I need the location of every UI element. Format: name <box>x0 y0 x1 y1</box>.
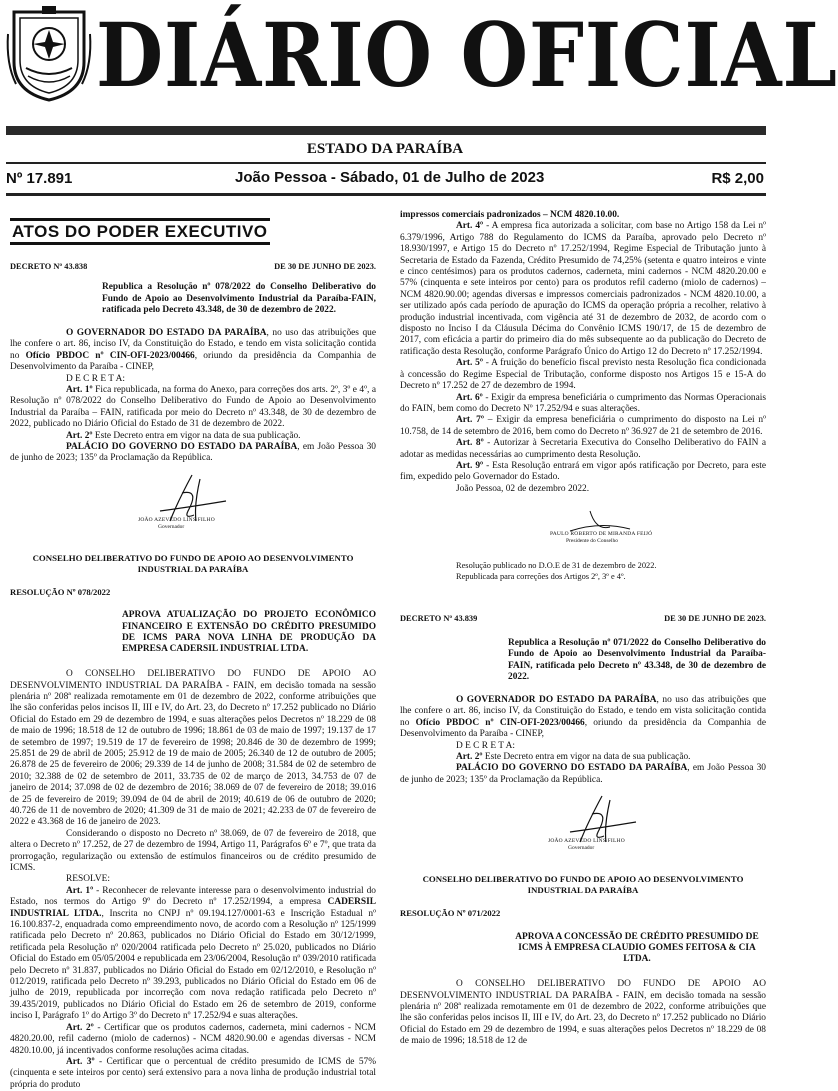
place-date: João Pessoa, 02 de dezembro 2022. <box>456 483 590 494</box>
issue-price: R$ 2,00 <box>711 170 764 187</box>
masthead-rule <box>6 126 766 135</box>
considerando: O CONSELHO DELIBERATIVO DO FUNDO DE APOIO AO DESENVOLVIMENTO INDUSTRIAL DA PARAÍBA - FAIN, em decisão tomada na sessão plenária nº 208ª realizada remotamente em 01 de dezembro de 2022, conforme atribuições que lhe são conferidas pelos incisos II, III e IV, do Art. 23, do Decreto nº 17.252 publicado no Diário Oficial do Estado em 29 de dezembro de 1994, e suas alterações pelos Decretos nº 18.229 de 08 de maio de 1996; 18.518 de 12 de <box>400 979 766 1047</box>
decree-header <box>400 613 766 624</box>
publication-note: Resolução publicado no D.O.E de 31 de dezembro de 2022. <box>456 561 657 571</box>
council-heading: CONSELHO DELIBERATIVO DO FUNDO DE APOIO AO DESENVOLVIMENTO INDUSTRIAL DA PARAÍBA <box>422 874 744 896</box>
newspaper-title: DIÁRIO OFICIAL <box>96 3 838 107</box>
decree-ementa: Republica a Resolução nº 071/2022 do Conselho Deliberativo do Fundo de Apoio ao Desenvolvimento Industrial da Paraíba-FAIN, ratificada pelo Decreto nº 43.348, de 30 de dezembro de 2022. <box>508 638 766 682</box>
paraiba-coat-of-arms-icon <box>4 4 94 102</box>
article: Art. 2º Este Decreto entra em vigor na data de sua publicação. <box>456 752 691 762</box>
divider <box>6 193 766 196</box>
decree-date: DE 30 DE JUNHO DE 2023. <box>274 262 376 271</box>
article: Art. 9º - Esta Resolução entrará em vigor após ratificação por Decreto, para este fim, expedido pelo Governador do Estado. <box>400 460 766 483</box>
governor-paragraph: O GOVERNADOR DO ESTADO DA PARAÍBA, no uso das atribuições que lhe confere o art. 86, inciso IV, da Constituição do Estado, e tendo em vista solicitação contida no Ofício PBDOC nº CIN-OFI-2023/00466, oriundo da presidência da Companhia de Desenvolvimento da Paraíba - CINEP, <box>400 694 766 740</box>
decreta: D E C R E T A: <box>456 740 516 751</box>
article: Art. 2º - Certificar que os produtos cadernos, caderneta, mini cadernos - NCM 4820.20.00, refil caderno (miolo de cadernos) - NCM 4820.90.00 e agendas diversas - NCM 4820.10.00, já incentivados conforme resoluções acima citadas. <box>10 1022 376 1056</box>
divider <box>6 162 766 164</box>
decree-number: DECRETO Nº 43.838 <box>10 262 88 271</box>
issue-dateline: João Pessoa - Sábado, 01 de Julho de 2023 <box>235 169 545 186</box>
article: Art. 6º - Exigir da empresa beneficiária o cumprimento das Normas Operacionais do FAIN, bem como do Decreto Nº 17.252/94 e suas alterações. <box>400 392 767 414</box>
palacio-paragraph: PALÁCIO DO GOVERNO DO ESTADO DA PARAÍBA, em João Pessoa 30 de junho de 2023; 135º da Proclamação da República. <box>400 763 766 785</box>
governor-signature: JOÃO AZEVÊDO LINS FILHO Governador <box>10 471 376 543</box>
decree-number: DECRETO Nº 43.839 <box>400 613 478 623</box>
decreta: D E C R E T A: <box>66 373 126 384</box>
council-heading: CONSELHO DELIBERATIVO DO FUNDO DE APOIO AO DESENVOLVIMENTO INDUSTRIAL DA PARAÍBA <box>32 552 354 574</box>
article: Art. 4º - A empresa fica autorizada a solicitar, com base no Artigo 158 da Lei nº 6.379/1996, Artigo 788 do Regulamento do ICMS da Paraíba, aprovado pelo Decreto nº 18.930/1997, e Artigo 15 do Decreto nº 17.252/1994, Regime Especial de Tributação junto à Secretaria de Estado da Fazenda, Crédito Presumido de 74,25% (setenta e quatro inteiros e vinte e cinco centésimos) para os produtos cadernos, caderneta, mini cadernos - NCM 4820.20.00 e 57% (cinquenta e sete inteiros por cento) para os produtos refil caderno (miolo de cadernos) – NCM 4820.90.00; agendas diversas e impressos comerciais padronizados - NCM 4820.10.00, a ser utilizado após cada período de apuração do ICMS da operação própria a recolher, relativo à produção industrial incentivada, com vigência até 31 de dezembro de 2032, de acordo com o disposto no Inciso I da Cláusula Décima do Convênio ICMS 190/17, de 15 de dezembro de 2017, com eficácia a partir do primeiro dia do mês subsequente ao da publicação do Decreto de ratificação desta Resolução, conforme Parágrafo Único do Artigo 12 do Decreto nº 17.252/1994. <box>400 221 766 357</box>
article: Art. 1º Fica republicada, na forma do Anexo, para correções dos arts. 2º, 3º e 4º, a Resolução nº 078/2022 do Conselho Deliberativo do Fundo de Apoio ao Desenvolvimento Industrial da Paraíba – FAIN, ratificada por meio do Decreto nº 43.348, de 30 de dezembro de 2022, publicado no Diário Oficial do Estado de 31 de dezembro de 2022. <box>10 385 376 430</box>
resolution-number: RESOLUÇÃO Nº 078/2022 <box>10 586 111 597</box>
section-title: ATOS DO PODER EXECUTIVO <box>10 218 270 245</box>
considerando: Considerando o disposto no Decreto nº 38.069, de 07 de fevereiro de 2018, que altera o Decreto nº 17.252, de 27 de dezembro de 1994, Artigo 11, Parágrafos 6º e 7º, que trata da prorrogação, regularização ou extensão de estímulos financeiros ou de crédito presumido de ICMS. <box>10 828 376 874</box>
article: Art. 2º Este Decreto entra em vigor na data de sua publicação. <box>66 430 301 441</box>
issue-number: Nº 17.891 <box>6 170 73 187</box>
governor-paragraph: O GOVERNADOR DO ESTADO DA PARAÍBA, no uso das atribuições que lhe confere o art. 86, inciso IV, da Constituição do Estado, e tendo em vista solicitação contida no Ofício PBDOC nº CIN-OFI-2023/00466, oriundo da presidência da Companhia de Desenvolvimento da Paraíba - CINEP, <box>10 328 376 373</box>
president-signature: PAULO ROBERTO DE MIRANDA FEIJÓ Presidente do Conselho <box>400 501 766 551</box>
decree-date: DE 30 DE JUNHO DE 2023. <box>664 613 766 623</box>
masthead <box>0 0 838 196</box>
continuation: impressos comerciais padronizados – NCM 4820.10.00. <box>400 210 620 220</box>
resolution-ementa: APROVA ATUALIZAÇÃO DO PROJETO ECONÔMICO FINANCEIRO E EXTENSÃO DO CRÉDITO PRESUMIDO DE ICMS PARA NOVA LINHA DE PRODUÇÃO DA EMPRESA CADERSIL INDUSTRIAL LTDA. <box>122 610 376 654</box>
article: Art. 7º – Exigir da empresa beneficiária o cumprimento do disposto na Lei nº 10.758, de 14 de setembro de 2016, bem como do Decreto nº 36.927 de 21 de setembro de 2016. <box>400 415 766 437</box>
resolution-number: RESOLUÇÃO Nº 071/2022 <box>400 908 501 919</box>
article: Art. 3º - Certificar que o percentual de crédito presumido de ICMS de 57% (cinquenta e sete inteiros por cento) será extensivo para a nova linha de produção industrial total própria do produto <box>10 1056 377 1090</box>
resolve: RESOLVE: <box>66 874 110 885</box>
publication-note: Republicada para correções dos Artigos 2º, 3º e 4º. <box>456 571 626 581</box>
article: Art. 1º - Reconhecer de relevante interesse para o desenvolvimento industrial do Estado, nos termos do Artigo 9º do Decreto nº 17.252/1994, a empresa CADERSIL INDUSTRIAL LTDA., Inscrita no CNPJ nº 09.194.127/0001-63 e Inscrição Estadual nº 16.100.837-2, enquadrada como empreendimento novo, de acordo com a Resolução nº 125/1999 ratificada pelo Decreto nº 20.863, publicados no Diário Oficial do Estado em 30/12/1999, retificada pela Resolução nº 020/2004 ratificada pelo Decreto nº 25.020, publicados no Diário Oficial do Estado em 05/05/2004 e republicada em 23/06/2004, Resolução nº 039/2010 ratificada pelo Decreto nº 31.837, publicados no Diário Oficial do Estado em 02/12/2010, e Resolução nº 012/2019, ratificada pelo Decreto nº 39.293, publicados no Diário Oficial do Estado em 06 de julho de 2019, republicada por incorreção com nova redação ratificada pelo Decreto nº 39.435/2019, publicados no Diário Oficial do Estado em 26 de setembro de 2019, conforme inciso I, Parágrafo 1º do Artigo 3º do Decreto nº 17.252/94 e suas alterações. <box>10 885 376 1022</box>
article: Art. 8º - Autorizar à Secretaria Executiva do Conselho Deliberativo do FAIN a adotar as medidas necessárias ao cumprimento desta Resolução. <box>400 438 766 460</box>
resolution-ementa: APROVA A CONCESSÃO DE CRÉDITO PRESUMIDO DE ICMS À EMPRESA CLAUDIO GOMES FEITOSA & CIA LTDA. <box>515 931 759 965</box>
decree-ementa: Republica a Resolução nº 078/2022 do Conselho Deliberativo do Fundo de Apoio ao Desenvolvimento Industrial da Paraíba-FAIN, ratificada pelo Decreto 43.348, de 30 de dezembro de 2022. <box>102 282 376 315</box>
decree-header <box>10 261 376 272</box>
right-column <box>400 210 767 1047</box>
article: Art. 5º - A fruição do benefício fiscal previsto nesta Resolução fica condicionada à concessão do Regime Especial de Tributação, conforme disposto nos Artigos 15 e 15-A do Decreto nº 17.252 de 27 de dezembro de 1994. <box>400 358 766 392</box>
governor-signature: JOÃO AZEVÊDO LINS FILHO Governador <box>400 792 766 864</box>
state-name: ESTADO DA PARAÍBA <box>306 141 464 157</box>
palacio-paragraph: PALÁCIO DO GOVERNO DO ESTADO DA PARAÍBA, em João Pessoa 30 de junho de 2023; 135º da Proclamação da República. <box>10 442 376 464</box>
left-column <box>10 210 377 1090</box>
considerando: O CONSELHO DELIBERATIVO DO FUNDO DE APOIO AO DESENVOLVIMENTO INDUSTRIAL DA PARAÍBA - FAIN, em decisão tomada na sessão plenária nº 208ª realizada remotamente em 01 de dezembro de 2022, conforme atribuições que lhe são conferidas pelos incisos II, III e IV, do Art. 23, do Decreto nº 17.252 publicado no Diário Oficial do Estado em 29 de dezembro de 1994, e suas alterações pelos Decretos nº 18.229 de 08 de maio de 1996; 18.518 de 12 de outubro de 1996; 18.861 de 03 de maio de 1997; 19.137 de 17 de setembro de 1997; 19.519 de 17 de fevereiro de 1998; 20.846 de 30 de dezembro de 1999; 25.851 de 29 de abril de 2005; 25.912 de 19 de maio de 2005; 26.340 de 12 de outubro de 2005; 26.878 de 25 de fevereiro de 2006; 29.339 de 14 de junho de 2008; 31.584 de 02 de setembro de 2010; 32.388 de 02 de setembro de 2011, 33.735 de 02 de março de 2013, 34.753 de 07 de janeiro de 2014; 37.098 de 02 de dezembro de 2016; 38.069 de 07 de fevereiro de 2018; 39.016 de 25 de fevereiro de 2019; 39.094 de 04 de abril de 2019; 40.619 de 06 de outubro de 2020; 40.726 de 11 de novembro de 2020; 41.309 de 31 de maio de 2021; 42.233 de 07 de fevereiro de 2022 e 43.368 de 16 de janeiro de 2023. <box>10 669 376 828</box>
